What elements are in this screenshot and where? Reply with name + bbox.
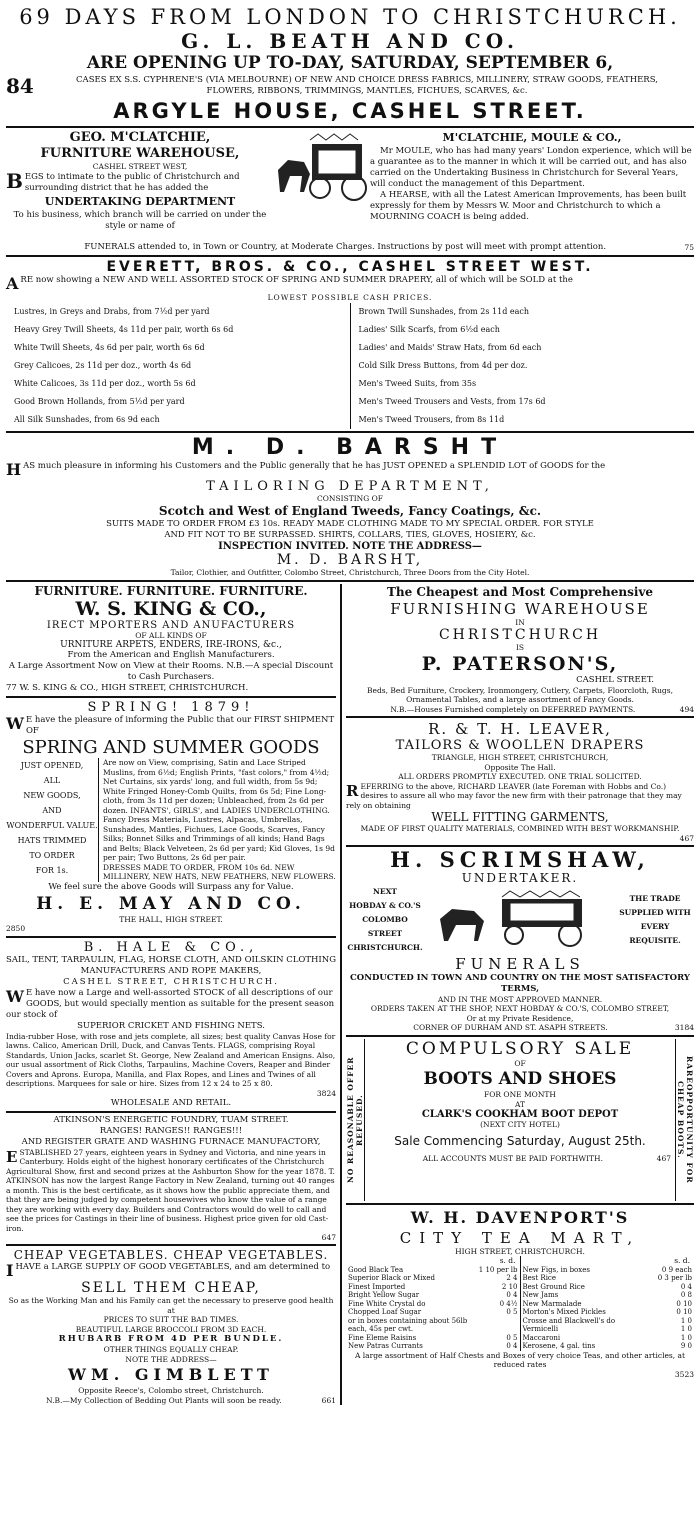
hale-trade: SAIL, TENT, TARPAULIN, FLAG, HORSE CLOTH, AND OILSKIN CLOTHING	[6, 954, 336, 965]
hearse-illustration	[274, 130, 370, 254]
paterson-goods: Beds, Bed Furniture, Crockery, Ironmongery, Cutlery, Carpets, Floorcloth, Rugs, Ornamental Tables, and a large assortment of Fancy Goods.	[367, 685, 673, 704]
item-name: New Patras Currants	[348, 1342, 423, 1350]
price-item: Men's Tweed Trousers and Vests, from 17s 6d	[358, 396, 546, 406]
item-name: Fine Eleme Raisins	[348, 1333, 417, 1342]
may-headline: SPRING AND SUMMER GOODS	[22, 737, 320, 758]
price-row	[521, 1300, 695, 1309]
item-price: 0 10	[676, 1308, 692, 1316]
item-price: 2 10	[501, 1282, 518, 1291]
item-name: Fine White Crystal do	[348, 1299, 426, 1308]
barsht-advert: M. D. BARSHT HAS much pleasure in informing his Customers and the Public generally that he has JUST OPENED a SPLENDID LOT of GOODS for the TAILORING DEPARTMENT, CONSISTING OF Scotch and West of England Tweeds, Fancy Coatings, &c. SUITS MADE TO ORDER FROM £3 10s. READY MADE CLOTHING MADE TO MY SPECIAL ORDER. FOR STYLE AND FIT NOT TO BE SURPASSED. SHIRTS, COLLARS, TIES, GLOVES, HOSIERY, &c. INSPECTION INVITED. NOTE THE ADDRESS— M. D. BARSHT, Tailor, Clothier, and Outfitter, Colombo Street, Christchurch, Three Doors from the City Hotel.	[6, 435, 694, 578]
divider	[6, 126, 694, 128]
price-row	[521, 1283, 695, 1292]
item-price: 0 4	[680, 1282, 692, 1291]
may-num: 2850	[6, 924, 26, 933]
price-row	[346, 1291, 520, 1300]
scrimshaw-right-list	[616, 892, 694, 948]
paterson-advert	[346, 584, 694, 715]
item-price: 1 0	[680, 1325, 692, 1333]
clark-num: 467	[656, 1153, 671, 1163]
scrimshaw-undertaker: UNDERTAKER.	[461, 870, 579, 885]
atkinson-line1: ATKINSON'S ENERGETIC FOUNDRY, TUAM STREET.	[53, 1114, 289, 1125]
clark-accounts: ALL ACCOUNTS MUST BE PAID FORTHWITH.	[422, 1153, 603, 1163]
gimblett-name: WM. GIMBLETT	[68, 1365, 274, 1384]
gimblett-other: OTHER THINGS EQUALLY CHEAP.	[103, 1345, 239, 1354]
side-item: HATS TRIMMED	[17, 836, 87, 845]
atkinson-body: STABLISHED 27 years, eighteen years in Sydney and Victoria, and nine years in Canterbury. Holds eight of the highest honorary certificates of the Christchurch Agricultural Show, first and second prizes at the Ashburton Show for the year 1878. T. ATKINSON has now the largest Range Factory in New Zealand, turning out 40 ranges a month. This is the best certificate, as it shows how the public appreciate them, and that they are being judged by competent housewives who know the value of a range they are working with every day. Builders and Contractors would do well to call and see the prices for Castings in their line of business. Highest price given for old Cast-iron.	[6, 1147, 335, 1233]
davenport-name: W. H. DAVENPORT'S	[410, 1207, 630, 1227]
scrimshaw-residence: Or at my Private Residence,	[466, 1013, 574, 1023]
mclatchie-street: CASHEL STREET WEST,	[92, 162, 188, 171]
clark-goods: BOOTS AND SHOES	[423, 1069, 617, 1089]
funeral-carriage-illustration	[424, 889, 616, 951]
price-item: Men's Tweed Suits, from 35s	[358, 378, 477, 388]
side-item: NEXT	[373, 886, 397, 896]
barsht-name2: M. D. BARSHT,	[276, 552, 424, 568]
item-price: 0 9 each	[661, 1265, 692, 1274]
side-item: SUPPLIED WITH	[619, 907, 691, 917]
divider	[6, 255, 694, 257]
item-name: or in boxes containing about 56lb each, 45s per cwt.	[348, 1316, 468, 1333]
leaver-fitting: WELL FITTING GARMENTS,	[431, 810, 609, 824]
item-name: Best Rice	[522, 1274, 556, 1282]
side-item: CHRISTCHURCH.	[347, 942, 423, 952]
price-row	[521, 1334, 695, 1343]
mclatchie-funerals: FUNERALS attended to, in Town or Country, at Moderate Charges. Instructions by post will meet with prompt attention.	[84, 242, 607, 252]
side-item: NEW GOODS,	[23, 791, 81, 800]
item-name: Maccaroni	[522, 1333, 561, 1342]
price-row	[346, 1283, 520, 1292]
item-price: 0 4	[506, 1291, 518, 1299]
scrimshaw-num: 3184	[674, 1023, 694, 1032]
moule-text: Mr MOULE, who has had many years' London experience, which will be a guarantee as to the manner in which it will be carried out, and has also carried on the Undertaking Business in Christchurch for Several Years, will conduct the management of this Department.	[370, 146, 692, 189]
price-item: Cold Silk Dress Buttons, from 4d per doz.	[358, 360, 528, 370]
everett-intro: RE now showing a NEW AND WELL ASSORTED STOCK OF SPRING AND SUMMER DRAPERY, all of which will be SOLD at the	[20, 275, 573, 285]
item-price: 0 8	[680, 1291, 692, 1299]
side-item: REQUISITE.	[629, 935, 681, 945]
everett-advert: EVERETT, BROS. & CO., CASHEL STREET WEST. ARE now showing a NEW AND WELL ASSORTED STOCK OF SPRING AND SUMMER DRAPERY, all of which will be SOLD at the LOWEST POSSIBLE CASH PRICES. Lustres, in Greys and Drabs, from 7½d per yard Heavy Grey Twill Sheets, 4s 11d per pair, worth 6s 6d White Twill Sheets, 4s 6d per pair, worth 6s 6d Grey Calicoes, 2s 11d per doz., worth 4s 6d White Calicoes, 3s 11d per doz., worth 5s 6d Good Brown Hollands, from 5½d per yard All Silk Sunshades, from 6s 9d each Brown Twill Sunshades, from 2s 11d each Ladies' Silk Scarfs, from 6½d each Ladies' and Maids' Straw Hats, from 6d each Cold Silk Dress Buttons, from 4d per doz. Men's Tweed Suits, from 35s Men's Tweed Trousers and Vests, from 17s 6d Men's Tweed Trousers, from 8s 11d	[6, 259, 694, 429]
clark-at: AT	[514, 1099, 525, 1109]
king-address: 77 W. S. KING & CO., HIGH STREET, CHRISTCHURCH.	[6, 683, 249, 693]
davenport-advert	[346, 1207, 694, 1379]
everett-title: EVERETT, BROS. & CO., CASHEL STREET WEST.	[106, 259, 594, 275]
side-item: EVERY	[640, 921, 670, 931]
item-price: 0 10	[676, 1299, 692, 1308]
scrimshaw-manner: AND IN THE MOST APPROVED MANNER.	[437, 994, 603, 1004]
hale-body2: India-rubber Hose, with rose and jets complete, all sizes; best quality Canvas Hose for lawns. Calico, American Drill, Duck, and Canvas Tents. FLAGS, comprising Royal Standards, Union Jacks, scarlet St. George, New Zealand and American Ensigns. Also, our usual assortment of Rick Cloths, Tarpaulins, Machine Covers, Reaper and Binder Covers and Aprons. Europa, Manilla, and Flax Ropes, and Lines and Twines of all descriptions. Marquees for sale or hire. Sizes from 12 x 24 to 25 x 80.	[6, 1031, 336, 1088]
two-column-section	[6, 584, 694, 1406]
item-name: New Jams	[522, 1291, 559, 1299]
hearse-text: A HEARSE, with all the Latest American Improvements, has been built expressly for them by Messrs W. Moor and Christchurch to which a MOURNING COACH is being added.	[370, 190, 687, 222]
item-price: 9 0	[680, 1342, 692, 1350]
atkinson-line2: RANGES! RANGES!! RANGES!!!	[99, 1125, 243, 1136]
price-row	[346, 1317, 520, 1334]
price-item: White Twill Sheets, 4s 6d per pair, worth 6s 6d	[14, 342, 205, 352]
leaver-triangle: TRIANGLE, HIGH STREET, CHRISTCHURCH,	[431, 753, 609, 762]
beath-cases-line1: CASES EX S.S. CYPHRENE'S (VIA MELBOURNE) OF NEW AND CHOICE DRESS FABRICS, MILLINERY, STRAW GOODS, FEATHERS,	[76, 75, 658, 85]
gimblett-head: CHEAP VEGETABLES. CHEAP VEGETABLES.	[13, 1248, 329, 1262]
price-row	[521, 1317, 695, 1326]
drop-cap: B	[6, 168, 23, 193]
mclatchie-advert	[6, 130, 694, 254]
clark-depot: CLARK'S COOKHAM BOOT DEPOT	[421, 1109, 619, 1120]
davenport-sd-right: s. d.	[674, 1256, 690, 1265]
side-item: FOR 1s.	[35, 866, 69, 875]
item-price: 0 4	[506, 1342, 518, 1350]
gimblett-rhubarb: RHUBARB FROM 4D PER BUNDLE.	[58, 1334, 284, 1344]
king-kinds: OF ALL KINDS OF	[135, 630, 207, 640]
hale-body1: E have now a Large and well-assorted STOCK of all descriptions of our GOODS, but would specially mention as suitable for the present season our stock of	[6, 987, 335, 1020]
king-assort: A Large Assortment Now on View at their Rooms. N.B.—A special Discount to Cash Purchasers.	[8, 661, 334, 682]
gimblett-intro: HAVE a LARGE SUPPLY OF GOOD VEGETABLES, and am determined to	[15, 1262, 331, 1272]
side-item: JUST OPENED,	[20, 761, 84, 770]
king-line2: URNITURE ARPETS, ENDERS, IRE-IRONS, &c.,	[60, 640, 282, 650]
price-item: Ladies' and Maids' Straw Hats, from 6d each	[358, 342, 542, 352]
atkinson-num: 647	[321, 1233, 336, 1242]
may-firm: H. E. MAY AND CO.	[36, 893, 306, 914]
price-row	[521, 1291, 695, 1300]
item-name: Morton's Mixed Pickles	[522, 1308, 606, 1316]
clark-of: OF	[514, 1058, 526, 1068]
leaver-advert: R. & T. H. LEAVER, TAILORS & WOOLLEN DRAPERS TRIANGLE, HIGH STREET, CHRISTCHURCH, Opposite The Hall. ALL ORDERS PROMPTLY EXECUTED. ONE TRIAL SOLICITED. REFERRING to the above, RICHARD LEAVER (late Foreman with Hobbs and Co.) desires to assure all who may favor the new firm with their patronage that they may rely on obtaining WELL FITTING GARMENTS, MADE OF FIRST QUALITY MATERIALS, COMBINED WITH BEST WORKMANSHIP. 467	[346, 720, 694, 843]
everett-right-list	[351, 303, 695, 429]
price-item: Heavy Grey Twill Sheets, 4s 11d per pair, worth 6s 6d	[14, 324, 234, 334]
price-row	[346, 1266, 520, 1275]
side-item: AND	[42, 806, 62, 815]
king-from: From the American and English Manufacturers.	[67, 650, 275, 660]
item-name: Superior Black or Mixed	[348, 1274, 436, 1282]
mclatchie-warehouse: FURNITURE WAREHOUSE,	[40, 146, 240, 161]
davenport-right-table	[521, 1266, 695, 1351]
beath-house: ARGYLE HOUSE, CASHEL STREET.	[113, 99, 587, 123]
item-price: 0 5	[506, 1308, 518, 1316]
price-row	[521, 1325, 695, 1334]
divider	[6, 431, 694, 433]
barsht-suits1: SUITS MADE TO ORDER FROM £3 10s. READY MADE CLOTHING MADE TO MY SPECIAL ORDER. FOR STYLE	[106, 519, 594, 529]
price-row	[521, 1274, 695, 1283]
may-surpass: We feel sure the above Goods will Surpass any for Value.	[48, 881, 294, 892]
item-price	[477, 1317, 520, 1334]
leaver-orders: ALL ORDERS PROMPTLY EXECUTED. ONE TRIAL SOLICITED.	[398, 772, 642, 781]
leaver-firm: R. & T. H. LEAVER,	[428, 720, 612, 738]
barsht-tweeds: Scotch and West of England Tweeds, Fancy Coatings, &c.	[158, 504, 542, 518]
item-name: New Figs, in boxes	[522, 1265, 590, 1274]
clark-title: COMPULSORY SALE	[405, 1038, 635, 1059]
item-name: Kerosene, 4 gal. tins	[522, 1342, 596, 1350]
leaver-opp: Opposite The Hall.	[484, 762, 556, 772]
hale-nets: SUPERIOR CRICKET AND FISHING NETS.	[77, 1020, 265, 1031]
paterson-warehouse: FURNISHING WAREHOUSE	[390, 599, 650, 618]
beath-count: 84	[6, 74, 34, 98]
side-item: ALL	[43, 776, 61, 785]
clark-side-right: RAREOPPORTUNITY FOR CHEAP BOOTS.	[676, 1055, 694, 1184]
hale-firm: B. HALE & CO.,	[83, 939, 259, 955]
paterson-city: CHRISTCHURCH	[438, 627, 602, 643]
leaver-made: MADE OF FIRST QUALITY MATERIALS, COMBINED WITH BEST WORKMANSHIP.	[360, 824, 680, 833]
davenport-street: HIGH STREET, CHRISTCHURCH.	[455, 1246, 585, 1256]
item-price: 1 0	[680, 1316, 692, 1325]
scrimshaw-advert	[346, 846, 694, 1033]
item-name: Bright Yellow Sugar	[348, 1291, 420, 1299]
mclatchie-dept: UNDERTAKING DEPARTMENT	[44, 194, 236, 208]
paterson-street: CASHEL STREET.	[576, 674, 654, 685]
beath-firm: G. L. BEATH AND CO.	[181, 29, 519, 53]
beath-headline: 69 DAYS FROM LONDON TO CHRISTCHURCH.	[19, 5, 681, 29]
side-item: TO ORDER	[29, 851, 75, 860]
atkinson-advert: ATKINSON'S ENERGETIC FOUNDRY, TUAM STREET. RANGES! RANGES!! RANGES!!! AND REGISTER GRATE AND WASHING FURNACE MANUFACTORY, ESTABLISHED 27 years, eighteen years in Sydney and Victoria, and nine years in Canterbury. Holds eight of the highest honorary certificates of the Christchurch Agricultural Show, first and second prizes at the Ashburton Show for the year 1878. T. ATKINSON has now the largest Range Factory in New Zealand, turning out 40 ranges a month. This is the best certificate, as it shows how the public appreciate them, and that they are being judged by competent housewives who know the value of a range they are working with every day. Builders and Contractors would do well to call and see the prices for Castings in their line of business. Highest price given for old Cast-iron. 647	[6, 1114, 336, 1242]
may-body: Are now on View, comprising, Satin and Lace Striped Muslins, from 6½d; English Prints, "fast colors," from 4½d; Net Curtains, six yards' long, and full width, from 5s 9d; White Fringed Honey-Comb Quilts, from 6s 5d; Fine Long-cloth, from 3s 11d per dozen; Unbleached, from 2s 6d per dozen. INFANTS', GIRLS', and LADIES UNDERCLOTHING. Fancy Dress Materials, Lustres, Alpacas, Umbrellas, Sunshades, Mantles, Fichues, Lace Goods, Scarves, Fancy Silks; Bonnet Silks and Trimmings of all kinds; Hand Bags and Belts; Black Velveteen, 2s 6d per yard; Kid Gloves, 1s 9d per pair; Two Buttons, 2s 6d per pair.	[103, 758, 335, 862]
paterson-name: P. PATERSON'S,	[421, 652, 619, 675]
price-item: Good Brown Hollands, from 5½d per yard	[14, 396, 185, 406]
clark-side-left: NO REASONABLE OFFER REFUSED.	[346, 1056, 364, 1183]
right-column	[342, 584, 694, 1406]
davenport-mart: CITY TEA MART,	[399, 1228, 641, 1247]
mclatchie-name: GEO. M'CLATCHIE,	[69, 130, 211, 145]
gimblett-prices: PRICES TO SUIT THE BAD TIMES.	[103, 1315, 239, 1324]
price-item: Ladies' Silk Scarfs, from 6½d each	[358, 324, 500, 334]
leaver-body: EFERRING to the above, RICHARD LEAVER (late Foreman with Hobbs and Co.) desires to assure all who may favor the new firm with their patronage that they may rely on obtaining	[346, 781, 682, 810]
price-item: Men's Tweed Trousers, from 8s 11d	[358, 414, 505, 424]
gimblett-broccoli: BEAUTIFUL LARGE BROCCOLI FROM 3D EACH.	[75, 1324, 267, 1334]
clark-sale: Sale Commencing Saturday, August 25th.	[394, 1133, 646, 1148]
beath-advert	[6, 4, 694, 124]
scrimshaw-left-list	[346, 885, 424, 955]
paterson-in: IN	[515, 617, 525, 627]
king-line1: IRECT MPORTERS AND ANUFACTURERS	[46, 619, 296, 631]
gimblett-nb: N.B.—My Collection of Bedding Out Plants will soon be ready.	[46, 1395, 282, 1405]
scrimshaw-name: H. SCRIMSHAW,	[390, 846, 650, 872]
price-row	[521, 1308, 695, 1317]
divider	[6, 580, 694, 582]
price-row	[346, 1342, 520, 1351]
scrimshaw-corner: CORNER OF DURHAM AND ST. ASAPH STREETS.	[413, 1023, 608, 1032]
paterson-is: IS	[515, 643, 525, 652]
gimblett-advert: CHEAP VEGETABLES. CHEAP VEGETABLES. IHAVE a LARGE SUPPLY OF GOOD VEGETABLES, and am determined to SELL THEM CHEAP, So as the Working Man and his Family can get the necessary to preserve good health at PRICES TO SUIT THE BAD TIMES. BEAUTIFUL LARGE BROCCOLI FROM 3D EACH. RHUBARB FROM 4D PER BUNDLE. OTHER THINGS EQUALLY CHEAP. NOTE THE ADDRESS— WM. GIMBLETT Opposite Reece's, Colombo street, Christchurch. N.B.—My Collection of Bedding Out Plants will soon be ready. 661	[6, 1248, 336, 1405]
item-price: 1 0	[680, 1333, 692, 1342]
may-advert: SPRING! 1879! W E have the pleasure of informing the Public that our FIRST SHIPMENT OF SPRING AND SUMMER GOODS JUST OPENED, ALL NEW GOODS, AND WONDERFUL VALUE. HATS TRIMMED TO ORDER FOR 1s. Are now on View, comprising, Satin and Lace Striped Muslins, from 6½d; English Prints, "fast colors," from 4½d; Net Curtains, six yards' long, and full width, from 5s 9d; White Fringed Honey-Comb Quilts, from 6s 5d; Fine Long-cloth, from 3s 11d per dozen; Unbleached, from 2s 6d per dozen. INFANTS', GIRLS', and LADIES UNDERCLOTHING. Fancy Dress Materials, Lustres, Alpacas, Umbrellas, Sunshades, Mantles, Fichues, Lace Goods, Scarves, Fancy Silks; Bonnet Silks and Trimmings of all kinds; Hand Bags and Belts; Black Velveteen, 2s 6d per yard; Kid Gloves, 1s 9d per pair; Two Buttons, 2s 6d per pair. DRESSES MADE TO ORDER, FROM 10s 6d. NEW MILLINERY, NEW HATS, NEW FEATHERS, NEW FLOWERS. We feel sure the above Goods will Surpass any for Value. H. E. MAY AND CO. THE HALL, HIGH STREET. 2850	[6, 700, 336, 933]
item-name: Finest Imported	[348, 1282, 406, 1291]
price-item: Grey Calicoes, 2s 11d per doz., worth 4s 6d	[14, 360, 192, 370]
item-price: 2 4	[506, 1274, 518, 1282]
item-price: 0 3 per lb	[657, 1274, 692, 1282]
mclatchie-business: To his business, which branch will be carried on under the style or name of	[13, 209, 267, 231]
davenport-sd-left: s. d.	[499, 1256, 516, 1265]
clark-advert	[346, 1039, 694, 1201]
king-advert	[6, 584, 336, 695]
everett-left-list	[6, 303, 351, 429]
side-item: WONDERFUL VALUE.	[6, 821, 98, 830]
side-item: HOBDAY & CO.'S	[349, 900, 421, 910]
barsht-address: Tailor, Clothier, and Outfitter, Colombo Street, Christchurch, Three Doors from the City Hotel.	[170, 568, 530, 577]
may-hall: THE HALL, HIGH STREET.	[119, 914, 223, 924]
beath-cases	[6, 74, 694, 98]
price-row	[521, 1266, 695, 1275]
scrimshaw-funerals: FUNERALS	[455, 954, 585, 973]
clark-month: FOR ONE MONTH	[484, 1090, 556, 1099]
hale-makers: MANUFACTURERS AND ROPE MAKERS,	[80, 965, 262, 976]
item-name: Best Ground Rice	[522, 1282, 585, 1291]
barsht-intro: AS much pleasure in informing his Customers and the Public generally that he has JUST OPENED a SPLENDID LOT of GOODS for the	[23, 460, 606, 471]
leaver-num: 467	[679, 833, 694, 843]
gimblett-num: 661	[321, 1395, 336, 1405]
barsht-suits2: AND FIT NOT TO BE SURPASSED. SHIRTS, COLLARS, TIES, GLOVES, HOSIERY, &c.	[164, 530, 536, 540]
moule-title: M'CLATCHIE, MOULE & CO.,	[442, 131, 622, 144]
davenport-left-table	[346, 1266, 520, 1351]
item-name: Crosse and Blackwell's do	[522, 1316, 616, 1325]
price-item: All Silk Sunshades, from 6s 9d each	[14, 414, 160, 424]
price-row	[346, 1308, 520, 1317]
beath-opening: ARE OPENING UP TO-DAY, SATURDAY, SEPTEMBER 6,	[86, 53, 614, 73]
mclatchie-begs: EGS to intimate to the public of Christchurch and surrounding district that he has added the	[24, 171, 240, 193]
price-row	[346, 1300, 520, 1309]
davenport-num: 3523	[674, 1369, 694, 1379]
mclatchie-num: 75	[684, 243, 694, 252]
king-head: FURNITURE. FURNITURE. FURNITURE.	[34, 583, 308, 598]
paterson-nb: N.B.—Houses Furnished completely on DEFERRED PAYMENTS.	[390, 704, 636, 714]
atkinson-line3: AND REGISTER GRATE AND WASHING FURNACE MANUFACTORY,	[21, 1136, 321, 1147]
gimblett-address: Opposite Reece's, Colombo street, Christchurch.	[78, 1386, 264, 1395]
price-row	[346, 1274, 520, 1283]
hale-num: 3824	[316, 1088, 336, 1098]
beath-cases-line2: FLOWERS, RIBBONS, TRIMMINGS, MANTLES, FICHUES, SCARVES, &c.	[206, 86, 528, 96]
item-price: 1 10 per lb	[478, 1265, 518, 1274]
barsht-consisting: CONSISTING OF	[317, 493, 383, 503]
barsht-inspection: INSPECTION INVITED. NOTE THE ADDRESS—	[218, 541, 482, 552]
gimblett-note: NOTE THE ADDRESS—	[125, 1354, 217, 1364]
scrimshaw-conducted: CONDUCTED IN TOWN AND COUNTRY ON THE MOST SATISFACTORY TERMS,	[350, 972, 690, 994]
left-column	[6, 584, 342, 1406]
gimblett-workman: So as the Working Man and his Family can get the necessary to preserve good health at	[8, 1296, 334, 1315]
everett-prices: LOWEST POSSIBLE CASH PRICES.	[267, 293, 433, 302]
price-item: Lustres, in Greys and Drabs, from 7½d per yard	[14, 306, 210, 316]
item-price: 0 4½	[499, 1299, 518, 1308]
hale-wholesale: WHOLESALE AND RETAIL.	[110, 1097, 232, 1108]
leaver-trade: TAILORS & WOOLLEN DRAPERS	[395, 738, 645, 753]
davenport-foot: A large assortment of Half Chests and Boxes of very choice Teas, and other articles, at reduced rates	[354, 1350, 686, 1369]
gimblett-sell: SELL THEM CHEAP,	[81, 1280, 261, 1296]
hale-advert: B. HALE & CO., SAIL, TENT, TARPAULIN, FLAG, HORSE CLOTH, AND OILSKIN CLOTHING MANUFACTURERS AND ROPE MAKERS, CASHEL STREET, CHRISTCHURCH. W E have now a Large and well-assorted STOCK of all descriptions of our GOODS, but would specially mention as suitable for the present season our stock of SUPERIOR CRICKET AND FISHING NETS. India-rubber Hose, with rose and jets complete, all sizes; best quality Canvas Hose for lawns. Calico, American Drill, Duck, and Canvas Tents. FLAGS, comprising Royal Standards, Union Jacks, scarlet St. George, New Zealand and American Ensigns. Also, our usual assortment of Rick Cloths, Tarpaulins, Machine Covers, Reaper and Binder Covers and Aprons. Europa, Manilla, and Flax Ropes, and Lines and Twines of all descriptions. Marquees for sale or hire. Sizes from 12 x 24 to 25 x 80. 3824 WHOLESALE AND RETAIL.	[6, 939, 336, 1108]
everett-price-list	[6, 303, 694, 429]
price-row	[346, 1334, 520, 1343]
item-name: Vermicelli	[522, 1325, 559, 1333]
item-name: Chopped Loaf Sugar	[348, 1308, 422, 1316]
hale-street: CASHEL STREET, CHRISTCHURCH.	[63, 976, 279, 987]
price-item: White Calicoes, 3s 11d per doz., worth 5s 6d	[14, 378, 196, 388]
item-name: New Marmalade	[522, 1299, 582, 1308]
barsht-title: M. D. BARSHT	[191, 434, 509, 460]
king-firm: W. S. KING & CO.,	[75, 597, 267, 620]
side-item: COLOMBO STREET	[362, 914, 408, 938]
may-dresses: DRESSES MADE TO ORDER, FROM 10s 6d. NEW MILLINERY, NEW HATS, NEW FEATHERS, NEW FLOWERS.	[103, 862, 336, 881]
price-row	[521, 1342, 695, 1351]
side-item: THE TRADE	[629, 893, 681, 903]
may-spring: SPRING! 1879!	[87, 700, 255, 715]
price-item: Brown Twill Sunshades, from 2s 11d each	[358, 306, 529, 316]
scrimshaw-orders: ORDERS TAKEN AT THE SHOP, NEXT HOBDAY & CO.'S, COLOMBO STREET,	[370, 1004, 670, 1013]
item-name: Good Black Tea	[348, 1265, 404, 1274]
paterson-cheapest: The Cheapest and Most Comprehensive	[386, 584, 654, 599]
item-price: 0 5	[506, 1333, 518, 1342]
may-intro: E have the pleasure of informing the Public that our FIRST SHIPMENT OF	[25, 715, 335, 736]
barsht-dept: TAILORING DEPARTMENT,	[206, 478, 494, 494]
may-side-list	[6, 758, 98, 882]
paterson-num: 494	[679, 704, 694, 714]
clark-next: (NEXT CITY HOTEL)	[480, 1120, 560, 1129]
